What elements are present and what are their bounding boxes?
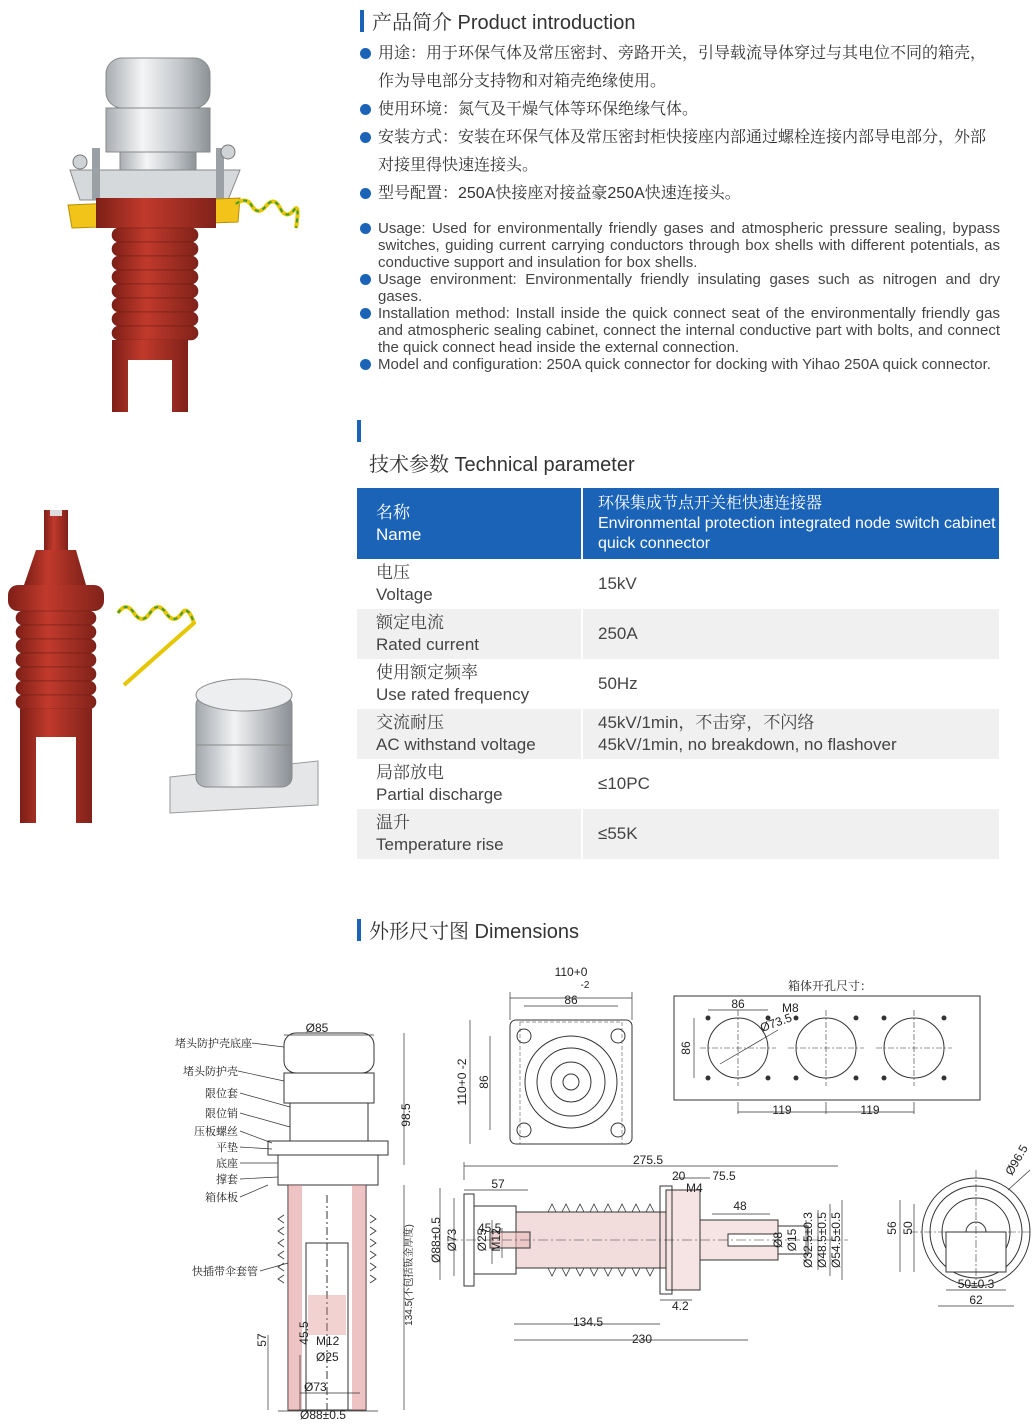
dim-label: 86 [679, 1041, 693, 1055]
header-value-cell [582, 488, 999, 559]
part-label: 限位销 [205, 1108, 238, 1120]
dim-label: 50 [901, 1221, 915, 1235]
dim-label: 86 [477, 1075, 491, 1089]
part-label: 底座 [216, 1158, 238, 1170]
row-label-cn: 交流耐压 [376, 713, 444, 732]
bullet-dot-icon [360, 308, 371, 319]
dim-label: Ø73 [304, 1380, 327, 1394]
header-name-cell [357, 488, 582, 559]
intro-title-text: 产品简介 Product introduction [372, 12, 636, 34]
dim-label: Ø88±0.5 [300, 1408, 346, 1422]
dim-label: 98.5 [399, 1103, 413, 1127]
dim-label: 62 [969, 1293, 983, 1307]
list-item [360, 356, 1000, 373]
dim-label: M4 [686, 1181, 703, 1195]
table-row [357, 709, 999, 759]
row-value-en: 45kV/1min, no breakdown, no flashover [598, 735, 897, 754]
dim-label: 119 [772, 1103, 792, 1117]
dim-label: Ø88±0.5 [429, 1217, 443, 1263]
dim-label: Ø8 [771, 1231, 785, 1249]
cutout-drawing [670, 972, 990, 1122]
header-value-en: Environmental protection integrated node switch cabinet quick connector [598, 514, 996, 552]
list-item-text: 使用环境：氮气及干燥气体等环保绝缘气体。 [378, 101, 699, 118]
dim-label: 119 [860, 1103, 880, 1117]
row-value: 45kV/1min，不击穿，不闪络 [598, 713, 815, 732]
list-item-text: Usage environment: Environmentally friendly insulating gases such as nitrogen and dry gases. [378, 271, 1000, 305]
spec-table [357, 488, 999, 859]
list-item-text: Usage: Used for environmentally friendly gases and atmospheric pressure sealing, bypass switches, guiding current carrying conductors through box shells with different potentials, as conductive support and insulation for box shells. [378, 220, 1000, 271]
dim-label: 57 [491, 1177, 505, 1191]
header-name-en: Name [376, 524, 422, 544]
dim-label: Ø32.5±0.3 [801, 1212, 815, 1268]
row-label-cell [357, 709, 582, 759]
part-label: 堵头防护壳底座 [175, 1038, 252, 1050]
part-label: 压板螺丝 [194, 1126, 238, 1138]
dim-label: Ø25 [316, 1350, 339, 1364]
dim-label: 110+0 [554, 965, 588, 979]
dim-label: Ø25 [475, 1228, 489, 1252]
dim-label: Ø96.5 [1002, 1142, 1031, 1178]
row-label-cn: 温升 [376, 813, 410, 832]
header-name-cn: 名称 [376, 502, 410, 522]
row-value: 50Hz [582, 659, 999, 709]
dimensions-title-text: 外形尺寸图 Dimensions [369, 921, 580, 943]
row-value: 250A [582, 609, 999, 659]
dim-label: M8 [782, 1001, 799, 1015]
table-row [357, 609, 999, 659]
tech-title [369, 448, 635, 477]
section-view-drawing [428, 1150, 868, 1354]
row-label-cn: 额定电流 [376, 613, 444, 632]
list-item [360, 40, 1000, 96]
dim-label: M12 [316, 1334, 340, 1348]
list-item-text: 型号配置：250A快接座对接益豪250A快速连接头。 [378, 185, 741, 202]
side-view-drawing [160, 1015, 430, 1423]
dim-label: 57 [255, 1333, 269, 1347]
part-label: 快插带伞套管 [192, 1266, 258, 1278]
product-photo-assembled [0, 40, 320, 420]
row-label-cell [357, 609, 582, 659]
row-label-en: Partial discharge [376, 785, 503, 804]
row-label-cell [357, 809, 582, 859]
dim-label: 45.5 [478, 1221, 502, 1235]
dim-label: 20 [672, 1169, 686, 1183]
bullet-dot-icon [360, 359, 371, 370]
dimensions-title [357, 915, 579, 944]
dim-label: M12 [489, 1228, 503, 1252]
part-label: 箱体板 [205, 1192, 238, 1204]
bullet-dot-icon [360, 132, 371, 143]
end-view-drawing [880, 1140, 1032, 1400]
dim-label: 86 [731, 997, 745, 1011]
row-label-en: Use rated frequency [376, 685, 530, 704]
dim-label: Ø54.5±0.5 [829, 1212, 843, 1268]
part-label: 堵头防护壳 [183, 1066, 238, 1078]
row-label-en: AC withstand voltage [376, 735, 536, 754]
row-value: 15kV [582, 559, 999, 609]
bullet-dot-icon [360, 274, 371, 285]
dim-label: Ø15 [785, 1228, 799, 1252]
row-label-cell [357, 759, 582, 809]
list-item-text: Model and configuration: 250A quick connector for docking with Yihao 250A quick connector. [378, 356, 991, 373]
tech-title-text: 技术参数 Technical parameter [369, 454, 635, 476]
dim-label: Ø73 [445, 1228, 459, 1252]
bullet-dot-icon [360, 48, 371, 59]
row-label-en: Voltage [376, 585, 433, 604]
product-photo-parts [0, 505, 330, 830]
header-value-cn: 环保集成节点开关柜快速连接器 [598, 494, 823, 512]
row-value-cell [582, 709, 999, 759]
section-bar [357, 420, 361, 442]
list-item [360, 305, 1000, 356]
dim-label: -2 [580, 980, 590, 991]
section-bar [357, 919, 361, 941]
dim-label: 134.5 [572, 1315, 604, 1329]
dim-label: 134.5(不包括钣金厚度) [404, 1224, 415, 1326]
dim-label: 50±0.3 [957, 1277, 995, 1291]
row-label-cn: 局部放电 [376, 763, 444, 782]
dim-label: 110+0 -2 [455, 1058, 469, 1106]
bullet-dot-icon [360, 188, 371, 199]
dim-label: 86 [564, 993, 578, 1007]
intro-en-list [360, 220, 1000, 373]
list-item-text: 用途：用于环保气体及常压密封、旁路开关，引导载流导体穿过与其电位不同的箱壳，作为导电部分支持物和对箱壳绝缘使用。 [378, 45, 987, 90]
row-label-cn: 电压 [376, 563, 410, 582]
dim-label: 56 [885, 1221, 899, 1235]
section-bar [360, 10, 364, 32]
part-label: 限位套 [205, 1088, 238, 1100]
list-item [360, 96, 1000, 124]
row-label-en: Temperature rise [376, 835, 504, 854]
dim-label: 230 [631, 1332, 653, 1346]
dim-label: 4.2 [672, 1299, 689, 1313]
dim-label: 45.5 [297, 1321, 311, 1345]
intro-title [360, 6, 635, 35]
list-item [360, 271, 1000, 305]
bullet-dot-icon [360, 104, 371, 115]
list-item [360, 220, 1000, 271]
list-item-text: 安装方式：安装在环保气体及常压密封柜快接座内部通过螺栓连接内部导电部分，外部对接里得快速连接头。 [378, 129, 987, 174]
table-row [357, 659, 999, 709]
dim-label: Ø48.5±0.5 [815, 1212, 829, 1268]
bullet-dot-icon [360, 223, 371, 234]
part-label: 撑套 [216, 1174, 238, 1186]
list-item [360, 180, 1000, 208]
intro-cn-list [360, 40, 1000, 208]
dim-label: 275.5 [632, 1153, 664, 1167]
row-label-cell [357, 659, 582, 709]
row-label-cell [357, 559, 582, 609]
row-value: ≤10PC [582, 759, 999, 809]
row-value: ≤55K [582, 809, 999, 859]
dim-label: Ø73.5 [758, 1010, 794, 1035]
top-view-drawing [440, 962, 650, 1152]
list-item-text: Installation method: Install inside the quick connect seat of the environmentally friendly gas and atmospheric sealing cabinet, connect the internal conductive part with bolts, and connect the quick connect head inside the external connection. [378, 305, 1000, 356]
dim-label: Ø85 [305, 1021, 329, 1035]
table-row [357, 759, 999, 809]
table-row [357, 559, 999, 609]
table-header-row [357, 488, 999, 559]
cutout-title: 箱体开孔尺寸： [787, 979, 873, 993]
row-label-en: Rated current [376, 635, 479, 654]
table-row [357, 809, 999, 859]
row-label-cn: 使用额定频率 [376, 663, 478, 682]
part-label: 平垫 [216, 1142, 238, 1154]
dim-label: 48 [733, 1199, 747, 1213]
dim-label: 75.5 [712, 1169, 736, 1183]
list-item [360, 124, 1000, 180]
